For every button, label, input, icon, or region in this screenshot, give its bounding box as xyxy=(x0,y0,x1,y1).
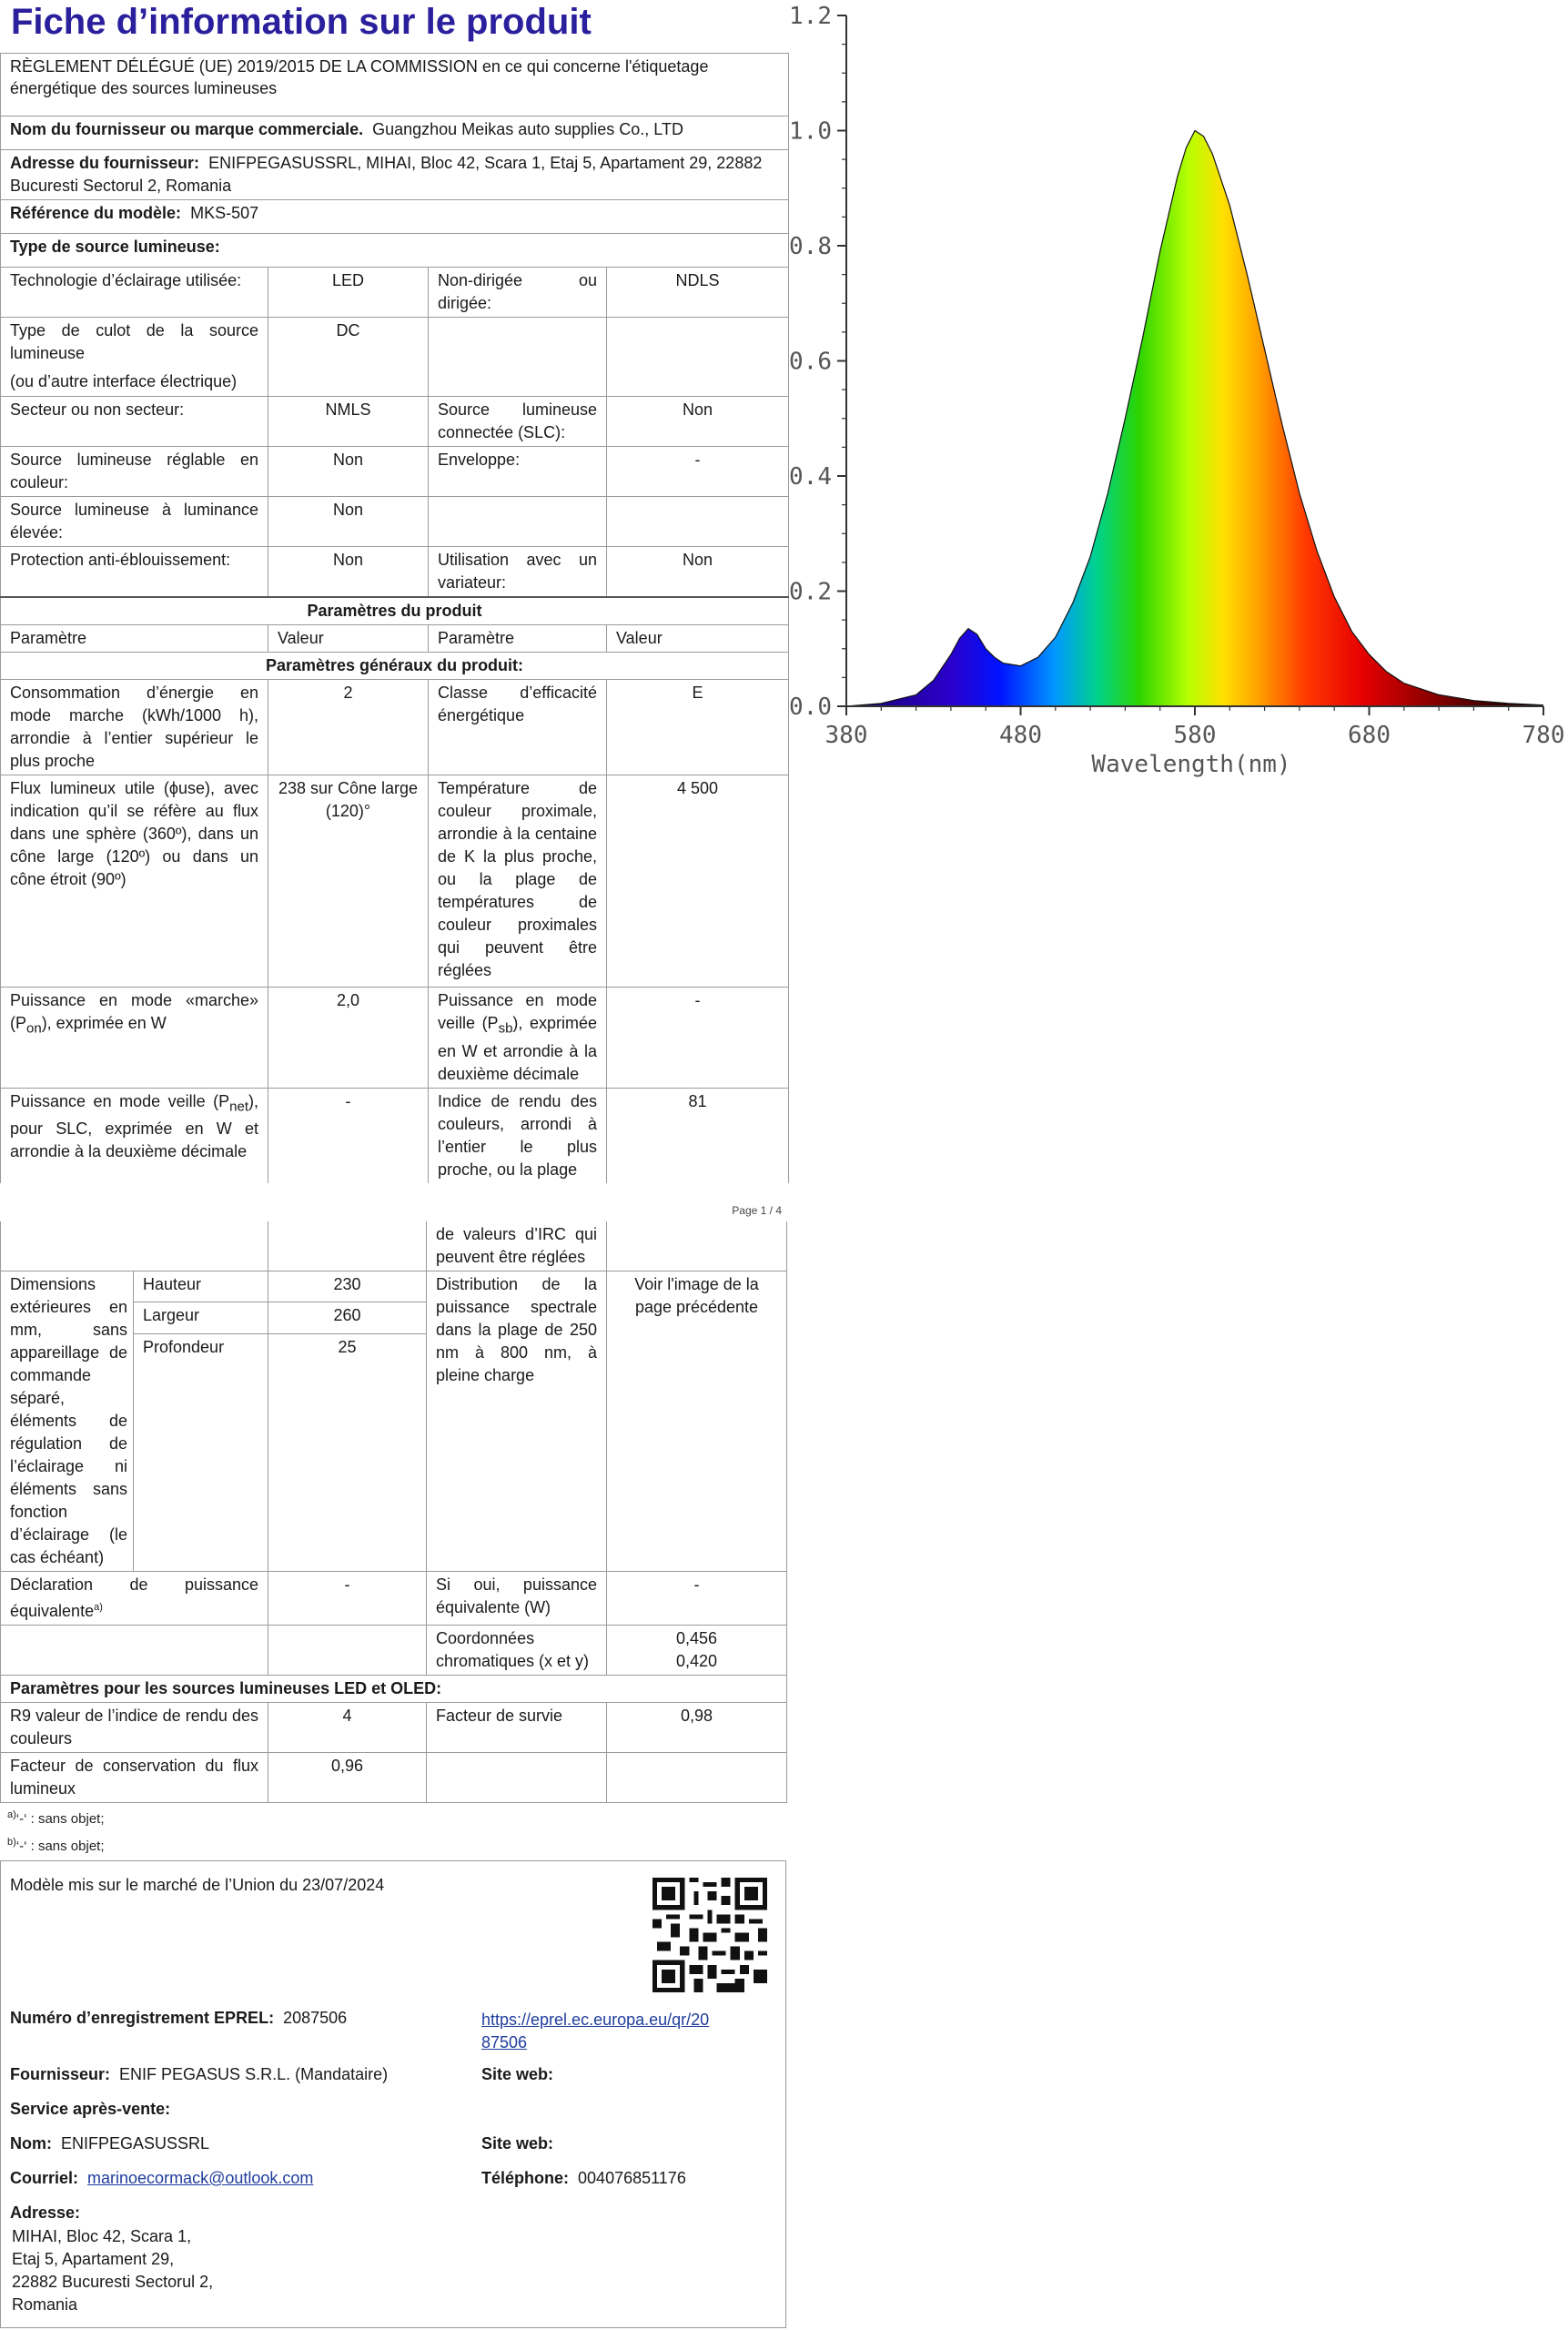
flux-label: Flux lumineux utile (ϕuse), avec indication qu’il se réfère au flux dans une sphère (360º), dans un cône large (120º) ou dans un cône étroit (90º) xyxy=(1,775,268,988)
dimmable-label: Utilisation avec un variateur: xyxy=(429,547,607,598)
y-tick-label: 1.0 xyxy=(789,117,832,146)
height-label: Hauteur xyxy=(134,1271,268,1302)
width-value: 260 xyxy=(268,1302,427,1333)
dims-row-height xyxy=(1,1271,787,1302)
energy-row xyxy=(1,680,789,775)
model-row xyxy=(1,200,789,234)
spd-label: Distribution de la puissance spectrale dans la plage de 250 nm à 800 nm, à pleine charge xyxy=(427,1271,607,1572)
fournisseur-label: Fournisseur: xyxy=(10,2065,111,2083)
width-label: Largeur xyxy=(134,1302,268,1333)
service-name-label: Nom: xyxy=(10,2134,52,2153)
pnet-label-b: ), pour SLC, exprimée en W et arrondie à la deuxième décimale xyxy=(10,1091,258,1161)
cap-label: Type de culot de la source lumineuse xyxy=(10,321,258,362)
flux-value: 238 sur Cône large (120)° xyxy=(268,775,429,988)
pon-label-b: ), exprimée en W xyxy=(41,1014,167,1032)
spectrum-area xyxy=(846,131,1543,707)
technology-label: Technologie d’éclairage utilisée: xyxy=(1,268,268,318)
power-net-row xyxy=(1,1088,789,1183)
x-tick-label: 680 xyxy=(1348,722,1391,749)
survival-label: Facteur de survie xyxy=(427,1703,607,1753)
eprel-info-box xyxy=(0,1860,786,2328)
pon-label-a: Puissance en mode «marche» (P xyxy=(10,991,258,1032)
params-header-row xyxy=(1,625,789,653)
supplier-name-row xyxy=(1,116,789,150)
params-section-row xyxy=(1,597,789,625)
energy-label: Consommation d’énergie en mode marche (kWh/1000 h), arrondie à l’entier supérieur le plus proche xyxy=(1,680,268,775)
document-title: Fiche d’information sur le produit xyxy=(11,2,592,42)
flux-row xyxy=(1,775,789,988)
service-name-value: ENIFPEGASUSSRL xyxy=(61,2134,210,2153)
footnote-a: $^{a)}$‘-‘ : sans objet; xyxy=(7,1809,105,1827)
high-luminance-value: Non xyxy=(268,497,429,547)
colour-tunable-value: Non xyxy=(268,447,429,497)
cri-continued-row xyxy=(1,1221,787,1271)
supplier-address-label: Adresse du fournisseur: xyxy=(10,154,200,172)
technology-value: LED xyxy=(268,268,429,318)
psb-value: - xyxy=(607,988,789,1089)
col-header-param: Paramètre xyxy=(1,625,268,653)
pnet-value: - xyxy=(268,1088,429,1183)
address-label: Adresse: xyxy=(10,2203,81,2222)
pnet-sub: net xyxy=(229,1099,248,1115)
cct-value: 4 500 xyxy=(607,775,789,988)
model-value: MKS-507 xyxy=(190,204,259,222)
class-value: E xyxy=(607,680,789,775)
pon-value: 2,0 xyxy=(268,988,429,1089)
depth-label: Profondeur xyxy=(134,1333,268,1571)
maintenance-row xyxy=(1,1753,787,1803)
glare-value: Non xyxy=(268,547,429,598)
website-label-2: Site web: xyxy=(481,2134,554,2153)
class-label: Classe d’efficacité énergétique xyxy=(429,680,607,775)
phone-label: Téléphone: xyxy=(481,2169,570,2187)
cap-value: DC xyxy=(268,318,429,397)
cct-label: Température de couleur proximale, arrondie à la centaine de K la plus proche, ou la plage de températures de couleur proximales qui peuvent être réglées xyxy=(429,775,607,988)
product-info-table-continued xyxy=(0,1221,787,1803)
connected-label: Source lumineuse connectée (SLC): xyxy=(429,397,607,447)
supplier-address-row xyxy=(1,150,789,200)
maintenance-value: 0,96 xyxy=(268,1753,427,1803)
psb-label-b: ), exprimée en W et arrondie à la deuxième décimale xyxy=(438,1014,597,1083)
envelope-label: Enveloppe: xyxy=(429,447,607,497)
y-tick-label: 0.4 xyxy=(789,463,832,491)
eprel-link[interactable]: https://eprel.ec.europa.eu/qr/20 87506 xyxy=(481,2011,710,2051)
y-tick-label: 0.8 xyxy=(789,233,832,260)
colour-tunable-row xyxy=(1,447,789,497)
chroma-label: Coordonnées chromatiques (x et y) xyxy=(427,1626,607,1676)
r9-label: R9 valeur de l’indice de rendu des couleurs xyxy=(1,1703,268,1753)
dims-label: Dimensions extérieures en mm, sans appareillage de commande séparé, éléments de régulation de l’éclairage ni éléments sans fonction d’éclairage (le cas échéant) xyxy=(1,1271,134,1572)
equiv-sup: a) xyxy=(94,1602,103,1613)
y-tick-label: 0.6 xyxy=(789,348,832,376)
cri-label-continued: de valeurs d’IRC qui peuvent être réglées xyxy=(427,1221,607,1271)
address-line: Etaj 5, Apartament 29, xyxy=(12,2250,175,2268)
x-tick-label: 580 xyxy=(1173,722,1217,749)
address-line: MIHAI, Bloc 42, Scara 1, xyxy=(12,2227,192,2245)
power-on-row xyxy=(1,988,789,1089)
directional-value: NDLS xyxy=(607,268,789,318)
general-params-title: Paramètres généraux du produit: xyxy=(1,653,789,680)
params-section-title: Paramètres du produit xyxy=(1,597,789,625)
eprel-value: 2087506 xyxy=(283,2009,348,2027)
mains-row xyxy=(1,397,789,447)
source-type-row xyxy=(1,234,789,268)
address-lines xyxy=(12,2225,213,2316)
regulation-row xyxy=(1,54,789,116)
y-tick-label: 0.2 xyxy=(789,578,832,606)
service-label: Service après-vente: xyxy=(10,2100,171,2118)
page-number: Page 1 / 4 xyxy=(732,1204,782,1217)
colour-tunable-label: Source lumineuse réglable en couleur: xyxy=(1,447,268,497)
mail-link[interactable]: marinoecormack@outlook.com xyxy=(87,2169,314,2187)
col-header-param-2: Paramètre xyxy=(429,625,607,653)
supplier-name-value: Guangzhou Meikas auto supplies Co., LTD xyxy=(372,120,683,138)
height-value: 230 xyxy=(268,1271,427,1302)
y-tick-label: 0.0 xyxy=(789,694,832,721)
pon-sub: on xyxy=(26,1020,42,1037)
mail-label: Courriel: xyxy=(10,2169,79,2187)
r9-value: 4 xyxy=(268,1703,427,1753)
high-luminance-label: Source lumineuse à luminance élevée: xyxy=(1,497,268,547)
cap-row xyxy=(1,318,789,397)
dimmable-value: Non xyxy=(607,547,789,598)
x-tick-label: 380 xyxy=(824,722,868,749)
product-info-table xyxy=(0,53,789,1183)
general-params-row xyxy=(1,653,789,680)
spectrum-chart xyxy=(788,0,1565,792)
cri-label: Indice de rendu des couleurs, arrondi à l’entier le plus proche, ou la plage xyxy=(429,1088,607,1183)
psb-sub: sb xyxy=(498,1020,513,1037)
glare-row xyxy=(1,547,789,598)
address-line: Romania xyxy=(12,2295,78,2314)
envelope-value: - xyxy=(607,447,789,497)
address-line: 22882 Bucuresti Sectorul 2, xyxy=(12,2273,214,2291)
chroma-y: 0,420 xyxy=(675,1652,718,1670)
chroma-x: 0,456 xyxy=(675,1629,718,1647)
high-luminance-row xyxy=(1,497,789,547)
source-type-label: Type de source lumineuse: xyxy=(1,234,789,268)
phone-value: 004076851176 xyxy=(578,2169,686,2187)
website-label: Site web: xyxy=(481,2065,554,2083)
equivalent-row xyxy=(1,1572,787,1626)
depth-value: 25 xyxy=(268,1333,427,1571)
led-section-row xyxy=(1,1676,787,1703)
survival-value: 0,98 xyxy=(607,1703,787,1753)
spd-value: Voir l'image de la page précédente xyxy=(607,1271,787,1572)
supplier-address-value: ENIFPEGASUSSRL, MIHAI, Bloc 42, Scara 1, Etaj 5, Apartament 29, 22882 Bucuresti Sectorul 2, Romania xyxy=(10,154,763,195)
market-date-text: Modèle mis sur le marché de l’Union du 23/07/2024 xyxy=(10,1876,385,1894)
connected-value: Non xyxy=(607,397,789,447)
cap-label-2: (ou d’autre interface électrique) xyxy=(10,372,238,390)
mains-value: NMLS xyxy=(268,397,429,447)
col-header-value: Valeur xyxy=(268,625,429,653)
led-section-title: Paramètres pour les sources lumineuses LED et OLED: xyxy=(1,1676,787,1703)
directional-label: Non-dirigée ou dirigée: xyxy=(429,268,607,318)
equiv-w-label: Si oui, puissance équivalente (W) xyxy=(427,1572,607,1626)
equiv-value: - xyxy=(268,1572,427,1626)
qr-code-icon xyxy=(652,1878,767,1992)
chart-marks xyxy=(789,3,1564,778)
psb-label-a: Puissance en mode veille (P xyxy=(438,991,597,1032)
eprel-label: Numéro d’enregistrement EPREL: xyxy=(10,2009,275,2027)
chroma-row xyxy=(1,1626,787,1676)
equiv-label: Déclaration de puissance équivalente xyxy=(10,1575,258,1620)
pnet-label-a: Puissance en mode veille (P xyxy=(10,1091,230,1110)
y-tick-label: 1.2 xyxy=(789,3,832,30)
spectrum-chart-svg xyxy=(788,0,1565,792)
cri-value: 81 xyxy=(607,1088,789,1183)
fournisseur-value: ENIF PEGASUS S.R.L. (Mandataire) xyxy=(119,2065,389,2083)
equiv-w-value: - xyxy=(607,1572,787,1626)
model-label: Référence du modèle: xyxy=(10,204,182,222)
regulation-text: RÈGLEMENT DÉLÉGUÉ (UE) 2019/2015 DE LA COMMISSION en ce qui concerne l'étiquetage énergétique des sources lumineuses xyxy=(1,54,789,116)
r9-row xyxy=(1,1703,787,1753)
mains-label: Secteur ou non secteur: xyxy=(1,397,268,447)
x-tick-label: 780 xyxy=(1522,722,1565,749)
energy-value: 2 xyxy=(268,680,429,775)
footnote-b: $^{b)}$‘-‘ : sans objet; xyxy=(7,1837,105,1854)
x-tick-label: 480 xyxy=(999,722,1042,749)
supplier-name-label: Nom du fournisseur ou marque commerciale. xyxy=(10,120,364,138)
x-axis-label: Wavelength(nm) xyxy=(1091,751,1291,778)
glare-label: Protection anti-éblouissement: xyxy=(1,547,268,598)
technology-row xyxy=(1,268,789,318)
col-header-value-2: Valeur xyxy=(607,625,789,653)
maintenance-label: Facteur de conservation du flux lumineux xyxy=(1,1753,268,1803)
